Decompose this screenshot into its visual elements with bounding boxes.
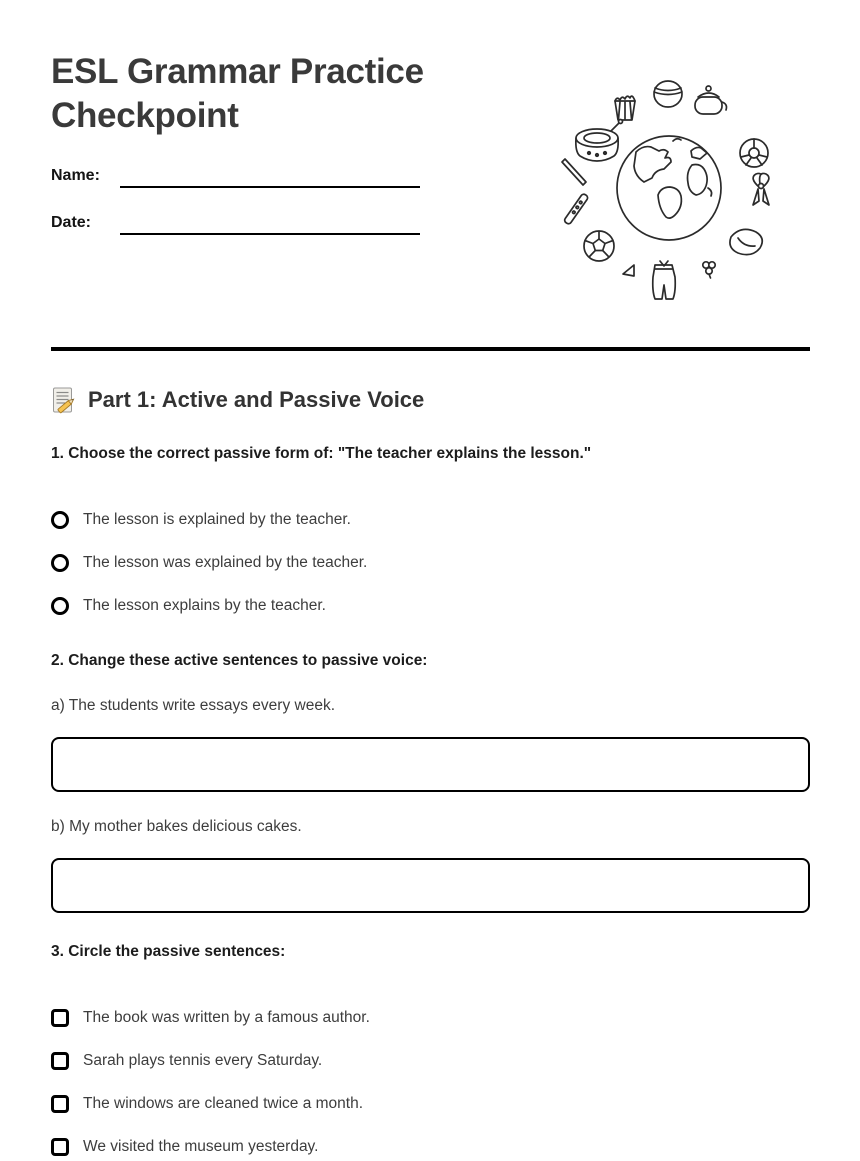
question-2a-answer-box[interactable] — [51, 737, 810, 792]
bow-icon — [753, 173, 769, 205]
clover-icon — [703, 262, 715, 278]
teapot-icon — [695, 86, 727, 114]
radio-button[interactable] — [51, 511, 69, 529]
checkbox-option-row[interactable] — [51, 1006, 810, 1030]
checkbox-option-row[interactable] — [51, 1135, 810, 1159]
checkbox[interactable] — [51, 1138, 69, 1156]
checkbox-option-row[interactable] — [51, 1092, 810, 1116]
question-1-label: 1. Choose the correct passive form of: "The teacher explains the lesson." — [51, 445, 592, 462]
triangle-icon — [623, 265, 634, 276]
checkbox-option-row[interactable] — [51, 1049, 810, 1073]
radio-option-row[interactable] — [51, 508, 810, 532]
radio-option-label: The lesson was explained by the teacher. — [83, 554, 368, 571]
question-3-label: 3. Circle the passive sentences: — [51, 943, 286, 960]
radio-button[interactable] — [51, 554, 69, 572]
question-2b-answer-box[interactable] — [51, 858, 810, 913]
checkbox[interactable] — [51, 1052, 69, 1070]
radio-option-label: The lesson is explained by the teacher. — [83, 511, 351, 528]
radio-option-row[interactable] — [51, 551, 810, 575]
radio-option-row[interactable] — [51, 594, 810, 618]
question-2-label: 2. Change these active sentences to passive voice: — [51, 652, 428, 669]
radio-option-label: The lesson explains by the teacher. — [83, 597, 326, 614]
question-2b-prompt: b) My mother bakes delicious cakes. — [51, 818, 302, 835]
pot-icon — [654, 81, 682, 107]
checkbox[interactable] — [51, 1009, 69, 1027]
stick-icon — [562, 159, 586, 185]
date-label: Date: — [51, 214, 92, 231]
pouch-icon — [730, 229, 762, 254]
checkbox[interactable] — [51, 1095, 69, 1113]
question-3-options — [51, 1006, 810, 1159]
drum-icon — [576, 120, 623, 162]
checkbox-option-label: Sarah plays tennis every Saturday. — [83, 1052, 323, 1069]
flute-icon — [564, 193, 589, 225]
question-1-options — [51, 508, 810, 618]
name-input-line[interactable] — [120, 165, 420, 188]
page-title: ESL Grammar Practice Checkpoint — [51, 52, 424, 135]
radio-button[interactable] — [51, 597, 69, 615]
name-label: Name: — [51, 167, 100, 184]
checkbox-option-label: The windows are cleaned twice a month. — [83, 1095, 364, 1112]
basket-icon — [615, 96, 635, 120]
date-input-line[interactable] — [120, 212, 420, 235]
memo-pencil-icon — [51, 387, 78, 414]
soccer-ball-icon — [584, 231, 614, 261]
garment-icon — [653, 261, 676, 299]
section-divider — [51, 347, 810, 351]
checkbox-option-label: The book was written by a famous author. — [83, 1009, 370, 1026]
checkbox-option-label: We visited the museum yesterday. — [83, 1138, 319, 1155]
ball-icon — [740, 139, 768, 167]
part1-heading-text: Part 1: Active and Passive Voice — [88, 387, 425, 412]
globe-with-cultural-objects-illustration — [545, 75, 803, 310]
question-2a-prompt: a) The students write essays every week. — [51, 697, 336, 714]
part1-heading — [51, 385, 810, 415]
